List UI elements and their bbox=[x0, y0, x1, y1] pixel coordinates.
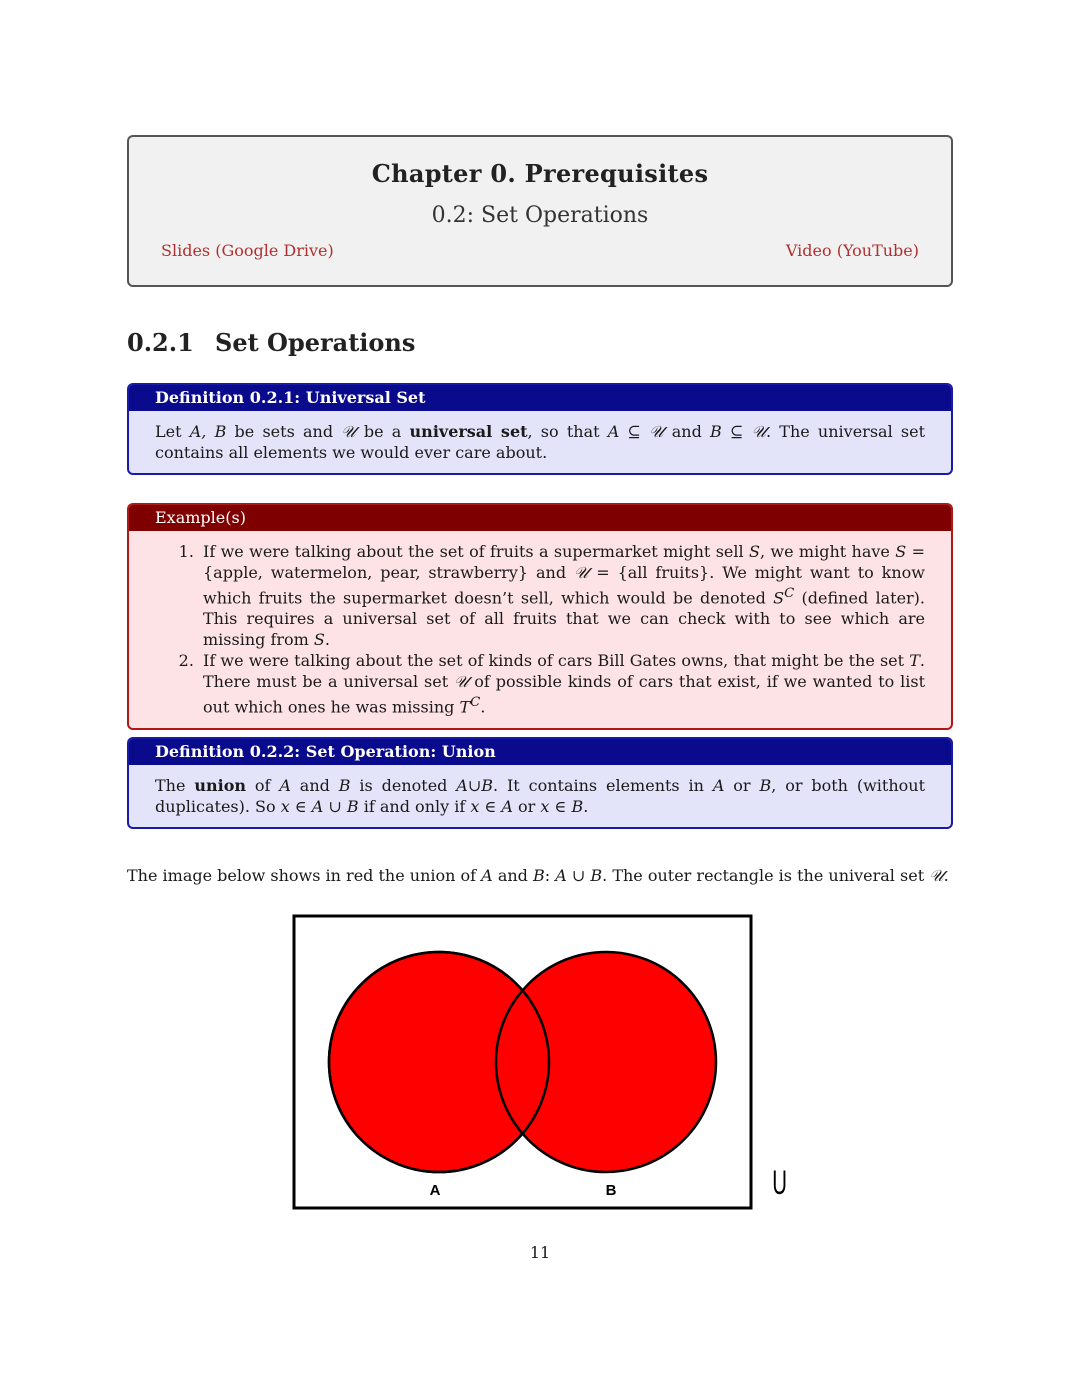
page-number: 11 bbox=[529, 1243, 551, 1262]
text: , so that bbox=[527, 422, 608, 441]
video-link[interactable]: Video (YouTube) bbox=[785, 241, 919, 260]
slides-link[interactable]: Slides (Google Drive) bbox=[161, 241, 334, 260]
list-item: 1. If we were talking about the set of fruits a supermarket might sell S, we might have S = {apple, watermelon, pear, strawberry} and 𝒰 = {all fruits}. We might want to know which fruits the supermarket doesn’t sell, which would be denoted $S^C$ (defined later). This requires a universal set of all fruits that we can check with to see which are missing from S. bbox=[199, 541, 925, 650]
universe-letter: U bbox=[772, 1163, 787, 1200]
definition-title: Definition 0.2.1: Universal Set bbox=[129, 385, 951, 411]
text: be a bbox=[355, 422, 410, 441]
body-paragraph: The image below shows in red the union of A and B: A ∪ B. The outer rectangle is the univeral set 𝒰. bbox=[127, 866, 949, 885]
section-heading bbox=[127, 328, 415, 357]
section-number: 0.2.1 bbox=[127, 328, 194, 357]
examples-list bbox=[155, 541, 925, 718]
definition-title: Definition 0.2.2: Set Operation: Union bbox=[129, 739, 951, 765]
section-title: Set Operations bbox=[215, 328, 416, 357]
set-b-circle bbox=[496, 952, 716, 1172]
bold-term: union bbox=[194, 776, 246, 795]
label-b: B bbox=[605, 1182, 617, 1199]
definition-body: The union of A and B is denoted A∪B. It contains elements in A or B, or both (without duplicates). So x ∈ A ∪ B if and only if x ∈ A or x ∈ B. bbox=[155, 776, 926, 816]
examples-title: Example(s) bbox=[129, 505, 951, 531]
definition-universal-set bbox=[127, 383, 953, 475]
chapter-header-box bbox=[127, 135, 953, 287]
math: A, B bbox=[189, 422, 227, 441]
chapter-title: Chapter 0. Prerequisites bbox=[371, 159, 709, 188]
section-subtitle: 0.2: Set Operations bbox=[431, 203, 649, 228]
math: A ⊆ 𝒰 bbox=[607, 422, 664, 441]
label-a: A bbox=[429, 1182, 441, 1199]
definition-union bbox=[127, 737, 953, 829]
text: . The universal set contains all elements we would ever care about. bbox=[155, 422, 925, 462]
examples-body bbox=[129, 531, 951, 728]
text: and bbox=[663, 422, 711, 441]
text: Let bbox=[155, 422, 190, 441]
definition-body bbox=[129, 411, 951, 473]
list-item: 2. If we were talking about the set of kinds of cars Bill Gates owns, that might be the set T. There must be a universal set 𝒰 of possible kinds of cars that exist, if we wanted to list out which ones he was missing $T^C$. bbox=[199, 650, 925, 717]
math: B ⊆ 𝒰 bbox=[710, 422, 766, 441]
math: 𝒰 bbox=[341, 422, 356, 441]
text: be sets and bbox=[226, 422, 342, 441]
universe-mark bbox=[770, 1160, 790, 1200]
venn-diagram bbox=[292, 914, 754, 1212]
examples-box bbox=[127, 503, 953, 730]
bold-term: universal set bbox=[409, 422, 528, 441]
